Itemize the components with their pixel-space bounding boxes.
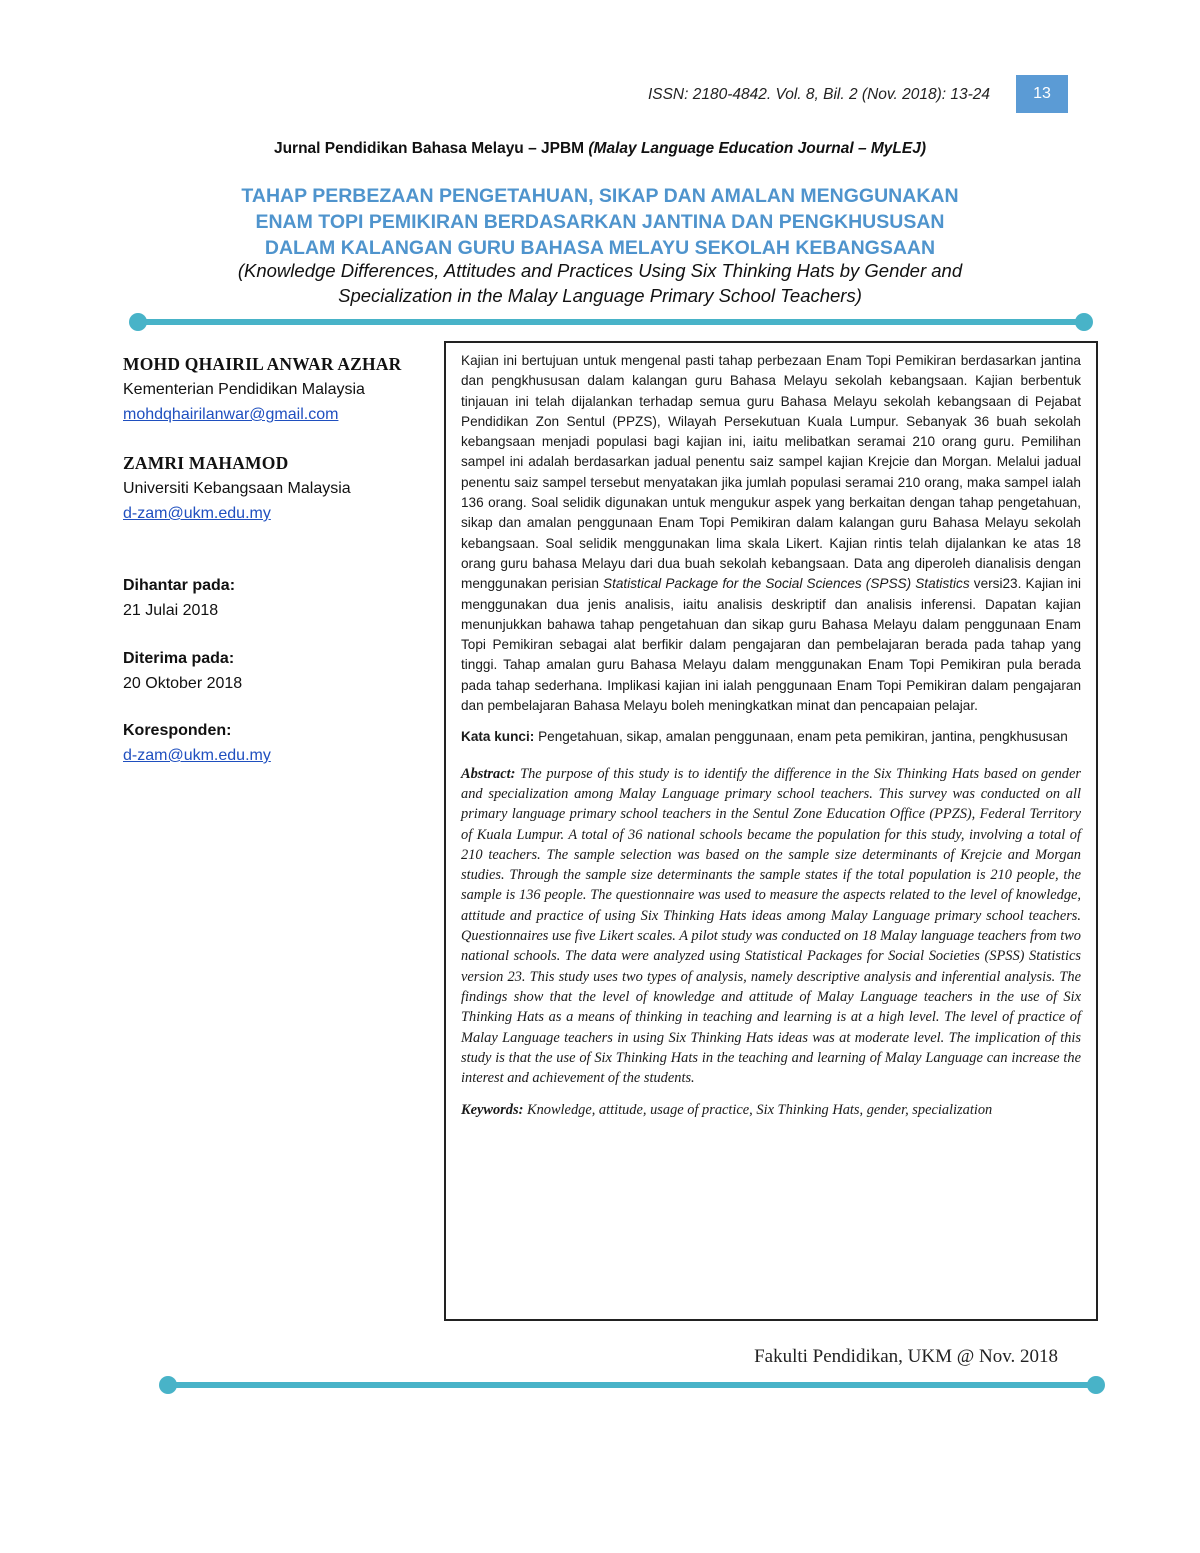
author-block [123,451,351,526]
title-line: ENAM TOPI PEMIKIRAN BERDASARKAN JANTINA DAN PENGKHUSUSAN [255,211,945,233]
accepted-block [123,646,242,696]
kata-kunci-text: Pengetahuan, sikap, amalan penggunaan, enam peta pemikiran, jantina, pengkhususan [538,729,1068,745]
abstract-english-text: The purpose of this study is to identify the difference in the Six Thinking Hats based on gender and specialization among Malay Language primary school teachers. This survey was conducted on all primary language primary school teachers in the Sentul Zone Education Office (PPZS), Federal Territory of Kuala Lumpur. A total of 36 national schools became the population for this study, involving a total of 210 teachers. The sample selection was based on the sample size determinants of Krejcie and Morgan studies. Through the sample size determinants the sample states if the total population is 210 people, the sample is 136 people. The questionnaire was used to measure the aspects related to the level of knowledge, attitude and practice of using Six Thinking Hats ideas among Malay Language primary school teachers. Questionnaires use five Likert scales. A pilot study was conducted on 18 Malay language teachers from two national schools. The data were analyzed using Statistical Packages for Social Societies (SPSS) Statistics version 23. This study uses two types of analysis, namely descriptive analysis and inferential analysis. The findings show that the level of knowledge and attitude of Malay Language teachers in the use of Six Thinking Hats as a means of thinking in teaching and learning is at a high level. The level of practice of Malay Language teachers in using Six Thinking Hats ideas was at moderate level. The implication of this study is that the use of Six Thinking Hats in the teaching and learning of Malay Language can increase the interest and achievement of the students. [461,765,1081,1087]
author-affiliation: Universiti Kebangsaan Malaysia [123,480,351,497]
author-block [123,352,402,427]
keywords-text: Knowledge, attitude, usage of practice, Six Thinking Hats, gender, specialization [526,1102,993,1119]
abstract-malay-part2: versi23. Kajian ini menggunakan dua jenis analisis, iaitu analisis deskriptif dan analisis inferensi. Dapatan kajian menunjukkan bahawa tahap pengetahuan dan sikap guru Bahasa Melayu dalam penggunaan Enam Topi Pemikiran sebagai alat berfikir dalam pengajaran dan pembelajaran berada pada tahap yang tinggi. Tahap amalan guru Bahasa Melayu dalam menggunakan Enam Topi Pemikiran pula berada pada tahap sederhana. Implikasi kajian ini ialah penggunaan Enam Topi Pemikiran dalam pengajaran dan pembelajaran Bahasa Melayu boleh meningkatkan minat dan pencapaian pelajar. [461,576,1082,714]
abstract-malay-software: Statistical Package for the Social Sciences (SPSS) Statistics [603,576,970,592]
author-email-link[interactable]: d-zam@ukm.edu.my [123,505,271,522]
footer-text: Fakulti Pendidikan, UKM @ Nov. 2018 [754,1346,1058,1367]
keywords-label: Keywords: [461,1102,524,1119]
subtitle-line: Specialization in the Malay Language Primary School Teachers) [338,285,862,306]
divider-dot [1075,313,1093,331]
kata-kunci-label: Kata kunci: [461,729,535,745]
divider-dot [1087,1376,1105,1394]
submitted-block [123,573,235,623]
journal-name-ms: Jurnal Pendidikan Bahasa Melayu – JPBM [273,140,585,157]
title-line: DALAM KALANGAN GURU BAHASA MELAYU SEKOLAH KEBANGSAAN [264,237,936,259]
divider-dot [159,1376,177,1394]
journal-name-en: (Malay Language Education Journal – MyLEJ) [588,140,927,157]
author-affiliation: Kementerian Pendidikan Malaysia [123,381,365,398]
abstract-english-label: Abstract: [461,765,516,782]
author-email-link[interactable]: mohdqhairilanwar@gmail.com [123,406,339,423]
issn-line: ISSN: 2180-4842. Vol. 8, Bil. 2 (Nov. 2018): 13-24 [647,86,990,103]
correspondent-block [123,718,271,768]
correspondent-label: Koresponden: [123,722,232,739]
abstract-malay-part1: Kajian ini bertujuan untuk mengenal pasti tahap perbezaan Enam Topi Pemikiran berdasarkan jantina dan pengkhususan dalam kalangan guru Bahasa Melayu sekolah kebangsaan. Kajian berbentuk tinjauan ini telah dijalankan terhadap semua guru Bahasa Melayu sekolah kebangsaan di Pejabat Pendidikan Zon Sentul (PPZS), Wilayah Persekutuan Kuala Lumpur. Sebanyak 36 buah sekolah kebangsaan menjadi populasi bagi kajian ini, iaitu melibatkan seramai 210 orang guru. Pemilihan sampel ini adalah berdasarkan jadual penentu saiz sampel kajian Krejcie dan Morgan. Melalui jadual penentu saiz sampel tersebut menyatakan jika jumlah populasi seramai 210 orang, maka sampel ialah 136 orang. Soal selidik digunakan untuk mengukur aspek yang berkaitan dengan tahap pengetahuan, sikap dan amalan penggunaan Enam Topi Pemikiran dalam kalangan guru Bahasa Melayu sekolah kebangsaan. Soal selidik menggunakan lima skala Likert. Kajian rintis telah dijalankan ke atas 18 orang guru bahasa Melayu dari dua buah sekolah kebangsaan. Data ang diperoleh dianalisis dengan menggunakan perisian [461,353,1081,592]
accepted-label: Diterima pada: [123,650,235,667]
author-name: MOHD QHAIRIL ANWAR AZHAR [123,354,402,374]
abstract-malay [461,351,1081,716]
article-subtitle [130,258,1070,308]
page-number-badge: 13 [1016,75,1068,113]
submitted-date: 21 Julai 2018 [123,602,219,619]
accepted-date: 20 Oktober 2018 [123,675,243,692]
submitted-label: Dihantar pada: [123,577,236,594]
kata-kunci [461,727,1081,747]
abstract-english [461,764,1081,1089]
author-name: ZAMRI MAHAMOD [123,453,289,473]
journal-name [0,140,1200,158]
divider-dot [129,313,147,331]
article-title [100,183,1100,261]
bottom-divider [168,1382,1096,1388]
abstract-box [444,341,1098,1321]
keywords [461,1100,1081,1120]
top-divider [138,319,1084,325]
correspondent-email-link[interactable]: d-zam@ukm.edu.my [123,747,271,764]
subtitle-line: (Knowledge Differences, Attitudes and Practices Using Six Thinking Hats by Gender and [237,260,963,281]
title-line: TAHAP PERBEZAAN PENGETAHUAN, SIKAP DAN AMALAN MENGGUNAKAN [241,185,959,207]
